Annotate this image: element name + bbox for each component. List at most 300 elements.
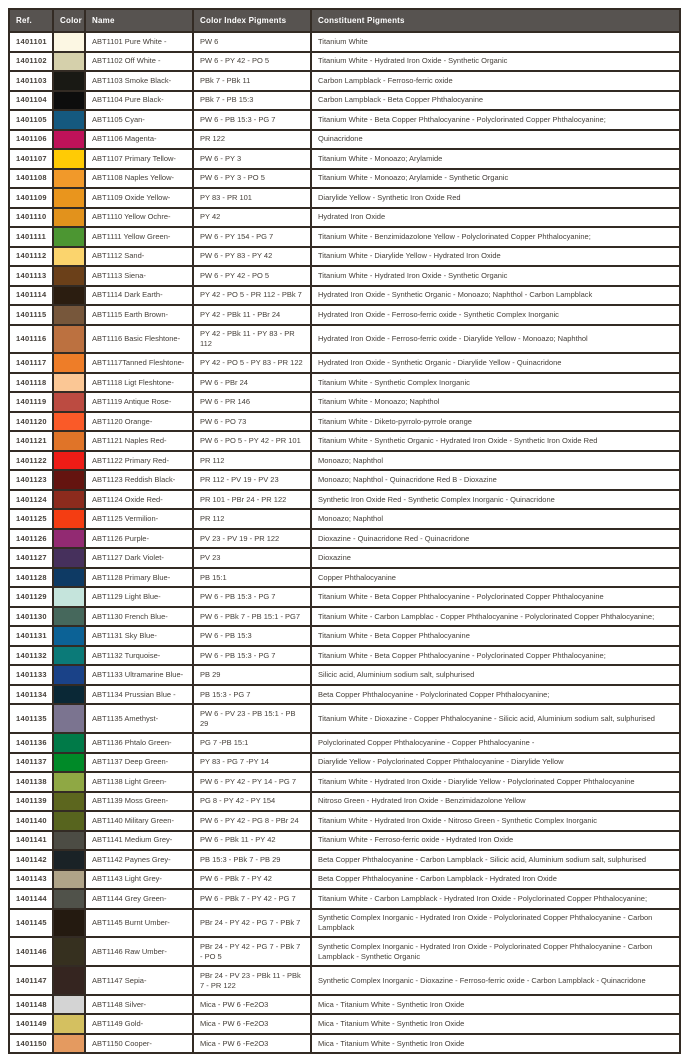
name-cell: ABT1143 Light Grey- [86,871,194,889]
color-index-pigments-cell: PB 29 [194,666,312,684]
column-header-color: Color [54,10,86,31]
table-row [10,732,679,752]
ref-cell: 1401139 [10,793,54,811]
name-cell: ABT1128 Primary Blue- [86,569,194,587]
color-swatch [54,549,86,567]
color-swatch [54,228,86,246]
ref-cell: 1401102 [10,53,54,71]
table-row [10,226,679,246]
color-swatch [54,189,86,207]
color-swatch [54,705,86,732]
constituent-pigments-cell: Monoazo; Naphthol - Quinacridone Red B - Dioxazine [318,475,497,485]
name-cell: ABT1109 Oxide Yellow- [86,189,194,207]
table-row [10,450,679,470]
color-swatch [54,832,86,850]
color-swatch [54,150,86,168]
color-swatch [54,248,86,266]
ref-cell: 1401131 [10,627,54,645]
color-index-pigments-cell: PW 6 - PO 73 [194,413,312,431]
name-cell: ABT1130 French Blue- [86,608,194,626]
ref-cell: 1401134 [10,686,54,704]
ref-cell: 1401123 [10,471,54,489]
color-index-pigments-cell: PW 6 - PY 83 - PY 42 [194,248,312,266]
table-row [10,109,679,129]
table-row [10,1033,679,1053]
constituent-pigments-cell: Beta Copper Phthalocyanine - Carbon Lampblack - Hydrated Iron Oxide [318,874,557,884]
name-cell: ABT1116 Basic Fleshtone- [86,326,194,353]
color-index-pigments-cell: PW 6 - PB 15:3 [194,627,312,645]
table-row [10,352,679,372]
color-index-pigments-cell: PW 6 - PB 15:3 - PG 7 [194,647,312,665]
color-index-pigments-cell: PR 101 - PBr 24 - PR 122 [194,491,312,509]
name-cell: ABT1108 Naples Yellow- [86,170,194,188]
constituent-pigments-cell: Hydrated Iron Oxide - Ferroso-ferric oxide - Diarylide Yellow - Monoazo; Naphthol [318,333,588,343]
ref-cell: 1401122 [10,452,54,470]
color-swatch [54,773,86,791]
table-row [10,246,679,266]
constituent-pigments-cell: Titanium White - Diarylide Yellow - Hydrated Iron Oxide [318,251,501,261]
ref-cell: 1401107 [10,150,54,168]
name-cell: ABT1146 Raw Umber- [86,938,194,965]
ref-cell: 1401129 [10,588,54,606]
name-cell: ABT1125 Vermilion- [86,510,194,528]
color-index-pigments-cell: PBk 7 - PBk 11 [194,72,312,90]
ref-cell: 1401120 [10,413,54,431]
name-cell: ABT1131 Sky Blue- [86,627,194,645]
name-cell: ABT1123 Reddish Black- [86,471,194,489]
color-index-pigments-cell: Mica - PW 6 -Fe2O3 [194,1015,312,1033]
color-swatch [54,686,86,704]
ref-cell: 1401118 [10,374,54,392]
name-cell: ABT1129 Light Blue- [86,588,194,606]
ref-cell: 1401140 [10,812,54,830]
ref-cell: 1401142 [10,851,54,869]
name-cell: ABT1137 Deep Green- [86,754,194,772]
constituent-pigments-cell: Hydrated Iron Oxide [318,212,386,222]
color-index-pigments-cell: PY 42 - PBk 11 - PBr 24 [194,306,312,324]
color-swatch [54,452,86,470]
table-row [10,830,679,850]
color-swatch [54,131,86,149]
name-cell: ABT1112 Sand- [86,248,194,266]
color-index-pigments-cell: PW 6 - PBk 7 - PY 42 [194,871,312,889]
ref-cell: 1401111 [10,228,54,246]
table-row [10,936,679,965]
color-swatch [54,287,86,305]
ref-cell: 1401132 [10,647,54,665]
color-index-pigments-cell: PW 6 - PBr 24 [194,374,312,392]
color-swatch [54,871,86,889]
table-row [10,645,679,665]
color-swatch [54,530,86,548]
name-cell: ABT1107 Primary Tellow- [86,150,194,168]
constituent-pigments-cell: Hydrated Iron Oxide - Ferroso-ferric oxide - Synthetic Complex Inorganic [318,309,559,319]
color-swatch [54,588,86,606]
color-swatch [54,92,86,110]
name-cell: ABT1134 Prussian Blue - [86,686,194,704]
color-swatch [54,33,86,51]
color-index-pigments-cell: PBr 24 - PY 42 - PG 7 - PBk 7 [194,910,312,937]
name-cell: ABT1117Tanned Fleshtone- [86,354,194,372]
table-row [10,791,679,811]
constituent-pigments-cell: Titanium White - Carbon Lampblac - Copper Phthalocyanine - Polyclorinated Copper Phthalocyanine; [318,611,655,621]
name-cell: ABT1118 Ligt Fleshtone- [86,374,194,392]
name-cell: ABT1126 Purple- [86,530,194,548]
constituent-pigments-cell: Titanium White - Monoazo; Arylamide - Synthetic Organic [318,173,509,183]
pigment-reference-table [8,8,681,1054]
color-index-pigments-cell: PV 23 [194,549,312,567]
table-row [10,187,679,207]
name-cell: ABT1101 Pure White - [86,33,194,51]
constituent-pigments-cell: Dioxazine [318,553,351,563]
table-row [10,391,679,411]
table-row [10,265,679,285]
name-cell: ABT1141 Medium Grey- [86,832,194,850]
name-cell: ABT1140 Military Green- [86,812,194,830]
color-index-pigments-cell: PY 42 - PBk 11 - PY 83 - PR 112 [194,326,312,353]
color-index-pigments-cell: PB 15:3 - PG 7 [194,686,312,704]
ref-cell: 1401148 [10,996,54,1014]
constituent-pigments-cell: Titanium White - Ferroso-ferric oxide - Hydrated Iron Oxide [318,835,514,845]
color-swatch [54,1035,86,1053]
color-swatch [54,393,86,411]
column-header-color-index-pigments: Color Index Pigments [194,10,312,31]
table-row [10,810,679,830]
name-cell: ABT1133 Ultramarine Blue- [86,666,194,684]
color-swatch [54,793,86,811]
ref-cell: 1401110 [10,209,54,227]
ref-cell: 1401114 [10,287,54,305]
ref-cell: 1401103 [10,72,54,90]
name-cell: ABT1127 Dark Violet- [86,549,194,567]
name-cell: ABT1139 Moss Green- [86,793,194,811]
color-swatch [54,627,86,645]
name-cell: ABT1114 Dark Earth- [86,287,194,305]
table-row [10,324,679,353]
ref-cell: 1401105 [10,111,54,129]
color-swatch [54,569,86,587]
color-swatch [54,608,86,626]
color-index-pigments-cell: PW 6 - PY 42 - PO 5 [194,267,312,285]
constituent-pigments-cell: Titanium White - Monoazo; Arylamide [318,153,443,163]
constituent-pigments-cell: Synthetic Complex Inorganic - Dioxazine - Ferroso-ferric oxide - Carbon Lampblack - Quinacridone [318,975,646,985]
color-index-pigments-cell: PW 6 - PO 5 - PY 42 - PR 101 [194,432,312,450]
color-swatch [54,1015,86,1033]
table-row [10,51,679,71]
color-index-pigments-cell: PW 6 - PY 42 - PY 14 - PG 7 [194,773,312,791]
constituent-pigments-cell: Diarylide Yellow - Polyclorinated Copper Phthalocyanine - Diarylide Yellow [318,757,564,767]
color-swatch [54,938,86,965]
table-row [10,1013,679,1033]
constituent-pigments-cell: Silicic acid, Aluminium sodium salt, sulphurised [318,670,475,680]
color-index-pigments-cell: PB 15:3 - PBk 7 - PB 29 [194,851,312,869]
ref-cell: 1401141 [10,832,54,850]
color-swatch [54,306,86,324]
constituent-pigments-cell: Titanium White - Synthetic Complex Inorganic [318,377,470,387]
constituent-pigments-cell: Copper Phthalocyanine [318,572,396,582]
ref-cell: 1401145 [10,910,54,937]
name-cell: ABT1106 Magenta- [86,131,194,149]
ref-cell: 1401113 [10,267,54,285]
constituent-pigments-cell: Dioxazine - Quinacridone Red - Quinacridone [318,533,470,543]
ref-cell: 1401137 [10,754,54,772]
table-row [10,684,679,704]
name-cell: ABT1124 Oxide Red- [86,491,194,509]
ref-cell: 1401128 [10,569,54,587]
table-row [10,965,679,994]
constituent-pigments-cell: Mica - Titanium White - Synthetic Iron Oxide [318,1038,465,1048]
name-cell: ABT1122 Primary Red- [86,452,194,470]
color-index-pigments-cell: PW 6 [194,33,312,51]
table-header-row [10,10,679,31]
table-row [10,664,679,684]
color-swatch [54,471,86,489]
constituent-pigments-cell: Titanium White - Benzimidazolone Yellow - Polyclorinated Copper Phthalocyanine; [318,231,591,241]
table-row [10,70,679,90]
color-index-pigments-cell: PB 15:1 [194,569,312,587]
table-row [10,207,679,227]
ref-cell: 1401117 [10,354,54,372]
name-cell: ABT1121 Naples Red- [86,432,194,450]
ref-cell: 1401115 [10,306,54,324]
name-cell: ABT1102 Off White - [86,53,194,71]
table-row [10,849,679,869]
color-index-pigments-cell: PW 6 - PY 42 - PO 5 [194,53,312,71]
color-index-pigments-cell: PW 6 - PY 3 [194,150,312,168]
constituent-pigments-cell: Diarylide Yellow - Synthetic Iron Oxide Red [318,192,461,202]
constituent-pigments-cell: Hydrated Iron Oxide - Synthetic Organic - Diarylide Yellow - Quinacridone [318,358,562,368]
table-row [10,994,679,1014]
color-index-pigments-cell: PW 6 - PBk 11 - PY 42 [194,832,312,850]
table-row [10,129,679,149]
ref-cell: 1401126 [10,530,54,548]
color-swatch [54,967,86,994]
name-cell: ABT1150 Cooper- [86,1035,194,1053]
color-swatch [54,510,86,528]
color-index-pigments-cell: PW 6 - PV 23 - PB 15:1 - PB 29 [194,705,312,732]
ref-cell: 1401104 [10,92,54,110]
ref-cell: 1401143 [10,871,54,889]
name-cell: ABT1103 Smoke Black- [86,72,194,90]
column-header-name: Name [86,10,194,31]
color-index-pigments-cell: PW 6 - PBk 7 - PB 15:1 - PG7 [194,608,312,626]
color-index-pigments-cell: PV 23 - PV 19 - PR 122 [194,530,312,548]
ref-cell: 1401149 [10,1015,54,1033]
constituent-pigments-cell: Titanium White - Hydrated Iron Oxide - Synthetic Organic [318,270,508,280]
color-index-pigments-cell: PW 6 - PY 3 - PO 5 [194,170,312,188]
color-swatch [54,413,86,431]
color-swatch [54,647,86,665]
ref-cell: 1401127 [10,549,54,567]
name-cell: ABT1110 Yellow Ochre- [86,209,194,227]
ref-cell: 1401109 [10,189,54,207]
color-index-pigments-cell: PW 6 - PY 42 - PG 8 - PBr 24 [194,812,312,830]
color-swatch [54,890,86,908]
constituent-pigments-cell: Quinacridone [318,134,363,144]
constituent-pigments-cell: Mica - Titanium White - Synthetic Iron Oxide [318,999,465,1009]
color-swatch [54,734,86,752]
name-cell: ABT1142 Paynes Grey- [86,851,194,869]
color-index-pigments-cell: PY 42 - PO 5 - PR 112 - PBk 7 [194,287,312,305]
constituent-pigments-cell: Synthetic Complex Inorganic - Hydrated Iron Oxide - Polyclorinated Copper Phthalocyanine - Carbon Lampblack [318,913,653,932]
table-row [10,489,679,509]
name-cell: ABT1104 Pure Black- [86,92,194,110]
color-swatch [54,996,86,1014]
ref-cell: 1401147 [10,967,54,994]
name-cell: ABT1120 Orange- [86,413,194,431]
name-cell: ABT1149 Gold- [86,1015,194,1033]
ref-cell: 1401124 [10,491,54,509]
name-cell: ABT1144 Grey Green- [86,890,194,908]
constituent-pigments-cell: Titanium White - Hydrated Iron Oxide - Diarylide Yellow - Polyclorinated Copper Phthalocyanine [318,776,635,786]
color-index-pigments-cell: PY 83 - PR 101 [194,189,312,207]
table-row [10,586,679,606]
color-swatch [54,491,86,509]
name-cell: ABT1105 Cyan- [86,111,194,129]
constituent-pigments-cell: Monoazo; Naphthol [318,455,384,465]
constituent-pigments-cell: Monoazo; Naphthol [318,514,384,524]
color-swatch [54,326,86,353]
constituent-pigments-cell: Titanium White - Beta Copper Phthalocyanine - Polyclorinated Copper Phthalocyanine; [318,114,606,124]
table-row [10,168,679,188]
color-swatch [54,170,86,188]
color-index-pigments-cell: PR 112 [194,510,312,528]
constituent-pigments-cell: Titanium White - Beta Copper Phthalocyanine - Polyclorinated Copper Phthalocyanine; [318,650,606,660]
color-swatch [54,374,86,392]
color-index-pigments-cell: PBr 24 - PV 23 - PBk 11 - PBk 7 - PR 122 [194,967,312,994]
color-index-pigments-cell: PR 122 [194,131,312,149]
table-row [10,411,679,431]
column-header-constituent-pigments: Constituent Pigments [318,16,405,25]
ref-cell: 1401125 [10,510,54,528]
table-row [10,908,679,937]
table-row [10,752,679,772]
color-index-pigments-cell: PBk 7 - PB 15:3 [194,92,312,110]
table-row [10,90,679,110]
name-cell: ABT1111 Yellow Green- [86,228,194,246]
color-index-pigments-cell: PY 42 - PO 5 - PY 83 - PR 122 [194,354,312,372]
color-index-pigments-cell: PW 6 - PB 15:3 - PG 7 [194,111,312,129]
constituent-pigments-cell: Mica - Titanium White - Synthetic Iron Oxide [318,1019,465,1029]
table-row [10,148,679,168]
table-row [10,304,679,324]
table-row [10,372,679,392]
constituent-pigments-cell: Titanium White - Hydrated Iron Oxide - Nitroso Green - Synthetic Complex Inorganic [318,815,597,825]
color-swatch [54,209,86,227]
constituent-pigments-cell: Synthetic Complex Inorganic - Hydrated Iron Oxide - Polyclorinated Copper Phthalocyanine - Carbon Lampblack - Synthetic Organic [318,941,653,961]
constituent-pigments-cell: Polyclorinated Copper Phthalocyanine - Copper Phthalocyanine - [318,737,535,747]
ref-cell: 1401135 [10,705,54,732]
color-swatch [54,267,86,285]
constituent-pigments-cell: Titanium White - Dioxazine - Copper Phthalocyanine - Silicic acid, Aluminium sodium salt, sulphurised [318,713,655,723]
ref-cell: 1401106 [10,131,54,149]
ref-cell: 1401150 [10,1035,54,1053]
color-index-pigments-cell: PG 7 -PB 15:1 [194,734,312,752]
table-row [10,285,679,305]
constituent-pigments-cell: Titanium White - Diketo-pyrrolo-pyrrole orange [318,416,472,426]
color-swatch [54,754,86,772]
name-cell: ABT1135 Amethyst- [86,705,194,732]
ref-cell: 1401136 [10,734,54,752]
column-header-ref: Ref. [10,10,54,31]
name-cell: ABT1119 Antique Rose- [86,393,194,411]
constituent-pigments-cell: Synthetic Iron Oxide Red - Synthetic Complex Inorganic - Quinacridone [318,494,555,504]
color-swatch [54,53,86,71]
table-row [10,31,679,51]
table-row [10,547,679,567]
color-index-pigments-cell: PW 6 - PR 146 [194,393,312,411]
table-row [10,771,679,791]
table-row [10,469,679,489]
color-swatch [54,666,86,684]
table-row [10,625,679,645]
table-row [10,508,679,528]
name-cell: ABT1113 Siena- [86,267,194,285]
ref-cell: 1401146 [10,938,54,965]
constituent-pigments-cell: Titanium White - Beta Copper Phthalocyanine [318,631,470,641]
constituent-pigments-cell: Beta Copper Phthalocyanine - Polyclorinated Copper Phthalocyanine; [318,689,550,699]
constituent-pigments-cell: Titanium White - Hydrated Iron Oxide - Synthetic Organic [318,56,508,66]
constituent-pigments-cell: Titanium White - Synthetic Organic - Hydrated Iron Oxide - Synthetic Iron Oxide Red [318,436,598,446]
ref-cell: 1401101 [10,33,54,51]
color-index-pigments-cell: PR 112 - PV 19 - PV 23 [194,471,312,489]
color-swatch [54,812,86,830]
color-swatch [54,910,86,937]
ref-cell: 1401116 [10,326,54,353]
color-index-pigments-cell: PW 6 - PBk 7 - PY 42 - PG 7 [194,890,312,908]
name-cell: ABT1145 Burnt Umber- [86,910,194,937]
name-cell: ABT1115 Earth Brown- [86,306,194,324]
color-index-pigments-cell: PW 6 - PY 154 - PG 7 [194,228,312,246]
color-swatch [54,432,86,450]
color-swatch [54,72,86,90]
name-cell: ABT1136 Phtalo Green- [86,734,194,752]
ref-cell: 1401138 [10,773,54,791]
table-row [10,567,679,587]
constituent-pigments-cell: Beta Copper Phthalocyanine - Carbon Lampblack - Silicic acid, Aluminium sodium salt, sulphurised [318,854,647,864]
ref-cell: 1401121 [10,432,54,450]
table-row [10,869,679,889]
color-index-pigments-cell: PW 6 - PB 15:3 - PG 7 [194,588,312,606]
constituent-pigments-cell: Titanium White - Beta Copper Phthalocyanine - Polyclorinated Copper Phthalocyanine [318,592,604,602]
constituent-pigments-cell: Titanium White - Carbon Lampblack - Hydrated Iron Oxide - Polyclorinated Copper Phthalocyanine; [318,893,648,903]
constituent-pigments-cell: Titanium White - Monoazo; Naphthol [318,397,440,407]
color-index-pigments-cell: PY 83 - PG 7 -PY 14 [194,754,312,772]
ref-cell: 1401133 [10,666,54,684]
table-row [10,888,679,908]
constituent-pigments-cell: Carbon Lampblack - Beta Copper Phthalocyanine [318,95,484,105]
constituent-pigments-cell: Carbon Lampblack - Ferroso-ferric oxide [318,75,453,85]
ref-cell: 1401119 [10,393,54,411]
ref-cell: 1401130 [10,608,54,626]
name-cell: ABT1132 Turquoise- [86,647,194,665]
constituent-pigments-cell: Nitroso Green - Hydrated Iron Oxide - Benzimidazolone Yellow [318,796,526,806]
table-row [10,430,679,450]
ref-cell: 1401112 [10,248,54,266]
table-body [10,31,679,1052]
table-row [10,528,679,548]
name-cell: ABT1147 Sepia- [86,967,194,994]
constituent-pigments-cell: Hydrated Iron Oxide - Synthetic Organic - Monoazo; Naphthol - Carbon Lampblack [318,290,593,300]
color-swatch [54,111,86,129]
color-swatch [54,354,86,372]
name-cell: ABT1138 Light Green- [86,773,194,791]
constituent-pigments-cell: Titanium White [318,36,368,46]
ref-cell: 1401144 [10,890,54,908]
color-index-pigments-cell: PY 42 [194,209,312,227]
ref-cell: 1401108 [10,170,54,188]
color-index-pigments-cell: Mica - PW 6 -Fe2O3 [194,996,312,1014]
